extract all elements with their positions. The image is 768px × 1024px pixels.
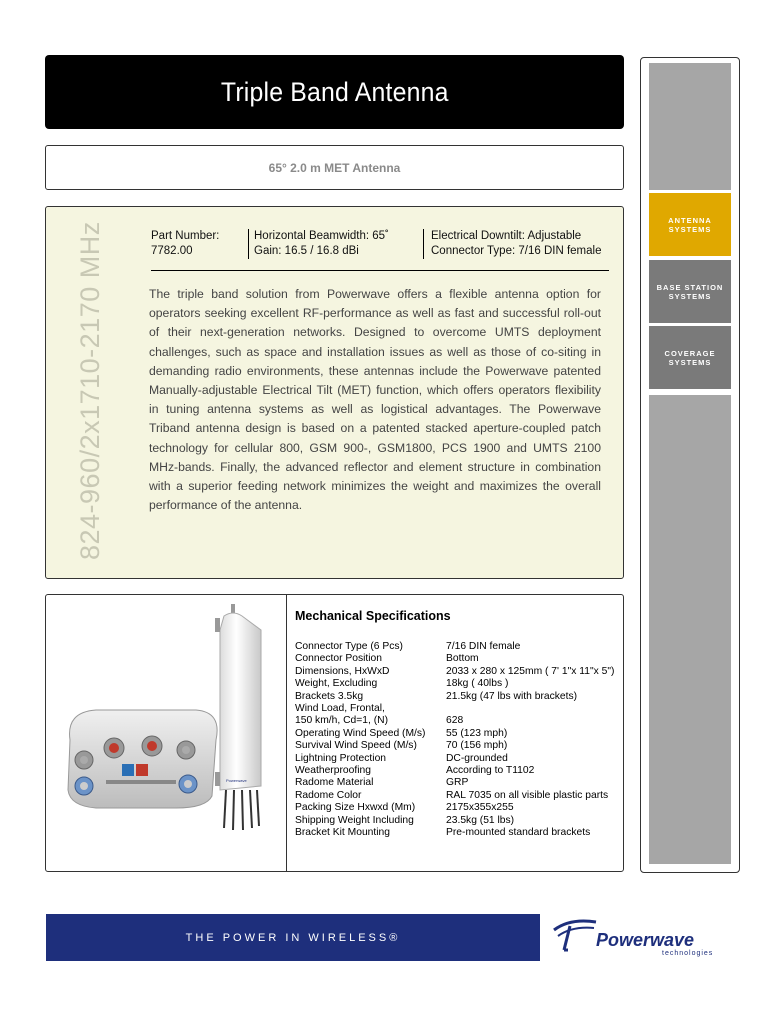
mechanical-row-label: Weatherproofing [295, 765, 371, 777]
sidebar-item-coverage-systems[interactable] [649, 326, 731, 389]
spec-downtilt-connector [423, 229, 601, 259]
mechanical-row [295, 753, 614, 765]
sidebar-item-antenna-systems[interactable] [649, 193, 731, 256]
description-text: The triple band solution from Powerwave offers a flexible antenna option for operators seeking excellent RF-performance as well as fast and successful roll-out of their next-generation networks. Designed to overcome UMTS deployment challenges, such as space and installation issues as well as those of co-siting in demanding radio environments, these antennas include the Powerwave patented Manually-adjustable Electrical Tilt (MET) function, which offers operators flexibility in tuning antenna systems as well as logistical advantages. The Powerwave Triband antenna design is based on a patented stacked aperture-coupled patch technology for cellular 800, GSM 900-, GSM1800, PCS 1900 and UMTS 2100 MHz-bands. Finally, the advanced reflector and element structure in combination with a superior feeding network minimizes the weight and maximizes the overall performance of the antenna. [149, 287, 601, 513]
svg-text:Powerwave: Powerwave [226, 778, 247, 783]
sidebar-item-label: BASE STATION SYSTEMS [656, 282, 724, 301]
spec-divider [151, 270, 609, 271]
mechanical-row-label: Brackets 3.5kg [295, 690, 364, 702]
mechanical-row-value: 70 (156 mph) [446, 740, 508, 752]
mechanical-row-value: Bottom [446, 653, 479, 665]
spec-beamwidth: Horizontal Beamwidth: 65˚ [254, 230, 389, 242]
mechanical-row [295, 802, 614, 814]
mechanical-row-label: 150 km/h, Cd=1, (N) [295, 715, 388, 727]
mechanical-row-value: 628 [446, 715, 464, 727]
mechanical-row-value: DC-grounded [446, 752, 508, 764]
mechanical-row [295, 777, 614, 789]
sidebar-filler-top [649, 63, 731, 190]
mechanical-row-value: RAL 7035 on all visible plastic parts [446, 789, 609, 801]
mechanical-row-label: Packing Size Hxwxd (Mm) [295, 802, 416, 814]
mechanical-row [295, 790, 614, 802]
footer-tagline: THE POWER IN WIRELESS® [185, 931, 401, 944]
mechanical-row-value: 18kg ( 40lbs ) [446, 678, 509, 690]
mechanical-spec-list [295, 641, 614, 840]
mechanical-row-value: GRP [446, 777, 469, 789]
mechanical-row [295, 715, 614, 727]
antenna-product-image [56, 600, 280, 840]
subtitle-box [45, 145, 624, 190]
mechanical-row [295, 703, 614, 715]
mechanical-row [295, 740, 614, 752]
spec-downtilt: Electrical Downtilt: Adjustable [431, 230, 582, 242]
brand-subtitle: technologies [662, 950, 714, 957]
brand-name: Powerwave [596, 930, 695, 950]
spec-value: 7782.00 [151, 245, 193, 257]
frequency-label: 824-960/2x1710-2170 MHz [75, 221, 105, 560]
spec-beamwidth-gain [248, 229, 389, 259]
mechanical-row-label: Radome Color [295, 789, 362, 801]
sidebar-item-base-station-systems[interactable] [649, 260, 731, 323]
mechanical-row-label: Radome Material [295, 777, 374, 789]
mechanical-row-value: Pre-mounted standard brackets [446, 827, 591, 839]
mechanical-row [295, 827, 614, 839]
sidebar-item-label: COVERAGE SYSTEMS [664, 348, 716, 367]
sidebar-filler-bottom [649, 395, 731, 864]
spec-part-number [151, 229, 219, 259]
mechanical-row-value: 7/16 DIN female [446, 641, 521, 652]
mechanical-row-label: Connector Type (6 Pcs) [295, 641, 403, 652]
mechanical-row [295, 815, 614, 827]
mechanical-row [295, 666, 614, 678]
mechanical-row-label: Lightning Protection [295, 752, 387, 764]
mechanical-row [295, 728, 614, 740]
mechanical-row-label: Dimensions, HxWxD [295, 665, 390, 677]
mechanical-row [295, 678, 614, 690]
mechanical-row-label: Connector Position [295, 653, 383, 665]
mechanical-row-value: 23.5kg (51 lbs) [446, 814, 515, 826]
powerwave-logo-icon [550, 916, 598, 954]
subtitle: 65° 2.0 m MET Antenna [268, 160, 401, 175]
footer-tagline-band [46, 914, 540, 961]
title-bar [45, 55, 624, 129]
mechanical-title: Mechanical Specifications [295, 609, 451, 623]
mechanical-row [295, 765, 614, 777]
mechanical-row-label: Wind Load, Frontal, [295, 703, 385, 715]
spec-label: Part Number: [151, 230, 220, 242]
mechanical-row-value: 2175x355x255 [446, 802, 514, 814]
mechanical-row [295, 641, 614, 653]
mechanical-row [295, 691, 614, 703]
mechanical-row-value: 55 (123 mph) [446, 727, 508, 739]
mechanical-row-label: Weight, Excluding [295, 678, 378, 690]
sidebar-item-label: ANTENNA SYSTEMS [668, 215, 712, 234]
mechanical-row-label: Operating Wind Speed (M/s) [295, 727, 426, 739]
spec-gain: Gain: 16.5 / 16.8 dBi [254, 245, 359, 257]
mechanical-divider [286, 595, 287, 871]
mechanical-row-value: 21.5kg (47 lbs with brackets) [446, 690, 578, 702]
mechanical-row-label: Survival Wind Speed (M/s) [295, 740, 417, 752]
mechanical-row-label: Shipping Weight Including [295, 814, 414, 826]
page-title: Triple Band Antenna [220, 76, 449, 107]
spec-connector: Connector Type: 7/16 DIN female [431, 245, 602, 257]
mechanical-row [295, 653, 614, 665]
mechanical-row-value: 2033 x 280 x 125mm ( 7' 1"x 11"x 5") [446, 665, 615, 677]
mechanical-row-label: Bracket Kit Mounting [295, 827, 391, 839]
mechanical-row-value: According to T1102 [446, 765, 535, 777]
